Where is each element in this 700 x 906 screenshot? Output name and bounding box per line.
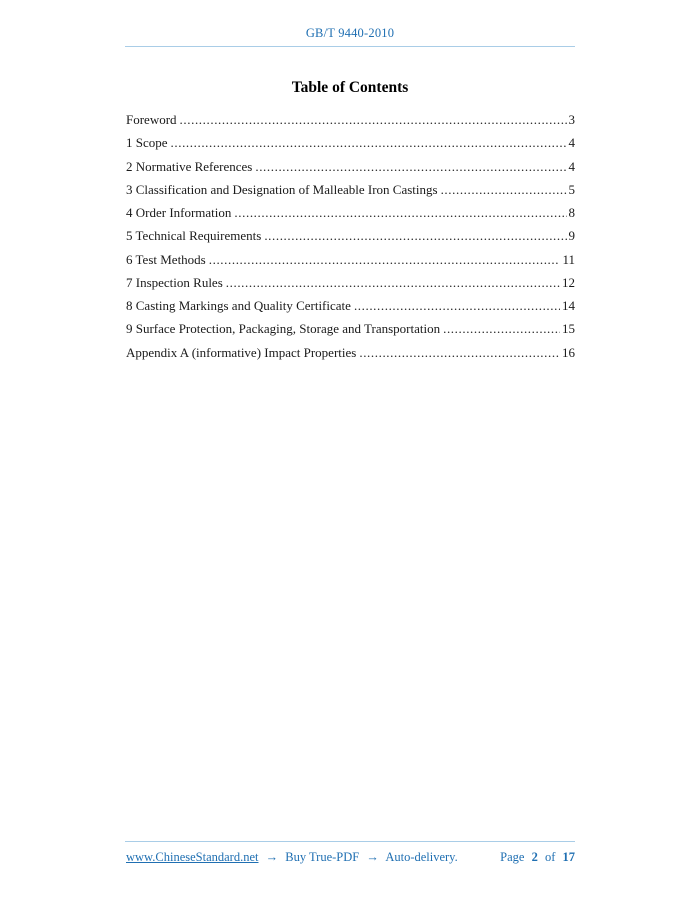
toc-dot-leader [264,224,566,247]
toc-entry-casting-markings[interactable] [126,294,575,317]
toc-entry-technical-requirements[interactable] [126,224,575,247]
of-word: of [544,850,556,864]
toc-list [126,108,575,364]
toc-entry-label: 2 Normative References [126,158,253,174]
toc-entry-page: 14 [562,298,575,313]
toc-dot-leader [443,317,560,340]
toc-dot-leader [255,155,566,178]
footer-promo [126,850,458,865]
toc-dot-leader [171,131,567,154]
header-divider [125,46,575,47]
toc-entry-label: Foreword [126,112,177,127]
page-indicator [500,850,575,865]
toc-entry-normative-references[interactable] [126,155,575,178]
toc-entry-foreword[interactable] [126,108,575,131]
toc-dot-leader [226,271,560,294]
toc-entry-page: 16 [562,344,575,360]
toc-entry-page: 12 [562,274,575,290]
toc-entry-page: 8 [568,205,575,220]
footer-buy-text: Buy True-PDF [285,850,360,864]
toc-entry-page: 11 [562,251,575,267]
toc-entry-surface-protection[interactable] [126,317,575,340]
toc-entry-classification[interactable] [126,178,575,201]
toc-entry-scope[interactable] [126,131,575,154]
toc-dot-leader [180,108,567,131]
footer-website-link[interactable]: www.ChineseStandard.net [126,850,259,864]
toc-entry-label: 3 Classification and Designation of Malleable Iron Castings [126,181,438,197]
page-footer [126,850,575,865]
toc-entry-appendix-a[interactable] [126,341,575,364]
toc-entry-page: 4 [568,135,575,151]
toc-entry-test-methods[interactable] [126,248,575,271]
toc-entry-label: 8 Casting Markings and Quality Certificate [126,298,351,313]
toc-entry-label: 7 Inspection Rules [126,274,223,290]
toc-entry-label: 4 Order Information [126,205,232,220]
toc-entry-page: 5 [568,181,575,197]
toc-entry-page: 9 [568,228,575,244]
toc-dot-leader [359,341,560,364]
toc-entry-label: 6 Test Methods [126,251,206,267]
toc-entry-page: 4 [568,158,575,174]
total-page-number: 17 [562,850,575,864]
page-word: Page [500,850,525,864]
toc-dot-leader [441,178,567,201]
toc-entry-label: 1 Scope [126,135,168,151]
arrow-right-icon: → [265,850,279,864]
toc-entry-label: 5 Technical Requirements [126,228,262,244]
arrow-right-icon: → [366,850,379,864]
toc-dot-leader [234,201,566,224]
current-page-number: 2 [531,850,538,864]
toc-entry-page: 15 [562,321,575,337]
footer-delivery-text: Auto-delivery. [385,850,458,864]
toc-entry-label: Appendix A (informative) Impact Properties [126,344,357,360]
footer-divider [125,841,575,842]
page-header-standard-code: GB/T 9440-2010 [305,26,395,40]
toc-entry-page: 3 [568,112,575,127]
toc-entry-order-information[interactable] [126,201,575,224]
toc-dot-leader [209,248,561,271]
toc-title: Table of Contents [291,79,409,96]
toc-dot-leader [354,294,560,317]
toc-entry-label: 9 Surface Protection, Packaging, Storage and Transportation [126,321,441,337]
toc-entry-inspection-rules[interactable] [126,271,575,294]
